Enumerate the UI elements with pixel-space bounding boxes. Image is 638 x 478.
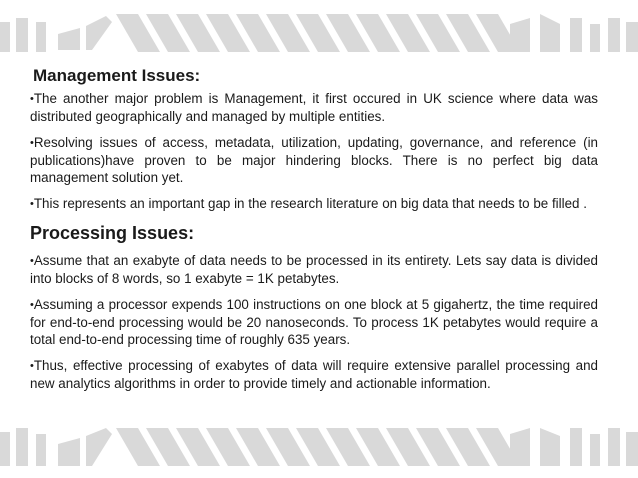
top-decorative-stripes bbox=[0, 14, 638, 52]
management-bullet bbox=[30, 134, 598, 186]
bottom-decorative-stripes bbox=[0, 428, 638, 466]
management-bullet-text: The another major problem is Management, it first occured in UK science where data was distributed geographically and managed by multiple entities. bbox=[30, 91, 598, 124]
bullet-marker: • bbox=[30, 299, 34, 311]
processing-bullet bbox=[30, 252, 598, 287]
management-bullet-text: Resolving issues of access, metadata, utilization, updating, governance, and reference (in publications)have proven to be major hindering blocks. There is no perfect big data management solution yet. bbox=[30, 135, 598, 185]
processing-bullet bbox=[30, 357, 598, 392]
management-bullet bbox=[30, 195, 598, 213]
slide-content bbox=[30, 66, 598, 401]
processing-bullet bbox=[30, 296, 598, 348]
bullet-marker: • bbox=[30, 255, 34, 267]
top-stripe-pattern bbox=[0, 14, 638, 52]
bottom-stripe-pattern bbox=[0, 428, 638, 466]
bullet-marker: • bbox=[30, 198, 34, 210]
processing-issues-heading: Processing Issues: bbox=[30, 223, 195, 243]
processing-bullet-text: Assuming a processor expends 100 instructions on one block at 5 gigahertz, the time required for end-to-end processing would be 20 nanoseconds. To process 1K petabytes would require a total end-to-end processing time of roughly 635 years. bbox=[30, 297, 598, 347]
bullet-marker: • bbox=[30, 137, 34, 149]
bullet-marker: • bbox=[30, 360, 34, 372]
processing-bullet-text: Thus, effective processing of exabytes of data will require extensive parallel processing and new analytics algorithms in order to provide timely and actionable information. bbox=[30, 358, 598, 391]
management-issues-heading: Management Issues: bbox=[33, 66, 201, 85]
management-bullet bbox=[30, 90, 598, 125]
management-bullet-text: This represents an important gap in the research literature on big data that needs to be filled . bbox=[33, 196, 587, 211]
processing-bullet-text: Assume that an exabyte of data needs to be processed in its entirety. Lets say data is divided into blocks of 8 words, so 1 exabyte = 1K petabytes. bbox=[30, 253, 598, 286]
bullet-marker: • bbox=[30, 93, 34, 105]
